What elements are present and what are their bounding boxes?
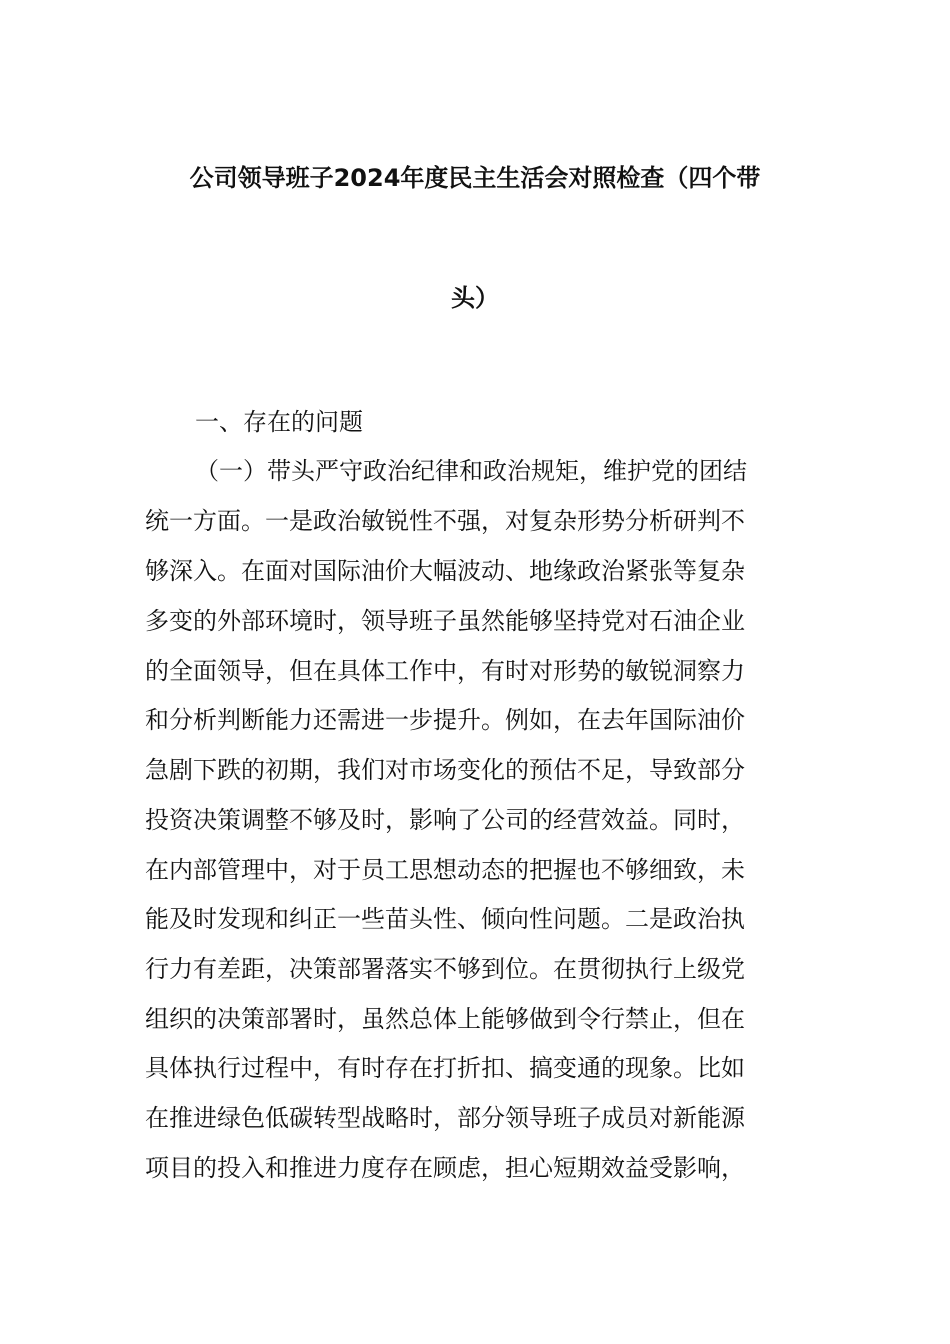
paragraph-line: 的全面领导，但在具体工作中，有时对形势的敏锐洞察力 [145,657,745,685]
paragraph-line: 具体执行过程中，有时存在打折扣、搞变通的现象。比如 [145,1054,745,1082]
paragraph-line: （一）带头严守政治纪律和政治规矩，维护党的团结 [195,457,747,485]
document-title-line-1: 公司领导班子2024年度民主生活会对照检查（四个带 [189,164,761,192]
paragraph-line: 统一方面。一是政治敏锐性不强，对复杂形势分析研判不 [145,507,745,535]
document-title-line-2: 头） [451,284,499,312]
paragraph-line: 多变的外部环境时，领导班子虽然能够坚持党对石油企业 [145,607,745,635]
section-heading: 一、存在的问题 [195,408,363,436]
paragraph-line: 能及时发现和纠正一些苗头性、倾向性问题。二是政治执 [145,905,745,933]
paragraph-line: 和分析判断能力还需进一步提升。例如，在去年国际油价 [145,706,745,734]
paragraph-line: 投资决策调整不够及时，影响了公司的经营效益。同时， [145,806,745,834]
paragraph-line: 项目的投入和推进力度存在顾虑，担心短期效益受影响， [145,1154,745,1182]
paragraph-line: 够深入。在面对国际油价大幅波动、地缘政治紧张等复杂 [145,557,745,585]
paragraph-line: 在内部管理中，对于员工思想动态的把握也不够细致，未 [145,856,745,884]
paragraph-line: 在推进绿色低碳转型战略时，部分领导班子成员对新能源 [145,1104,745,1132]
paragraph-line: 行力有差距，决策部署落实不够到位。在贯彻执行上级党 [145,955,745,983]
paragraph-line: 急剧下跌的初期，我们对市场变化的预估不足，导致部分 [145,756,745,784]
paragraph-line: 组织的决策部署时，虽然总体上能够做到令行禁止，但在 [145,1005,745,1033]
